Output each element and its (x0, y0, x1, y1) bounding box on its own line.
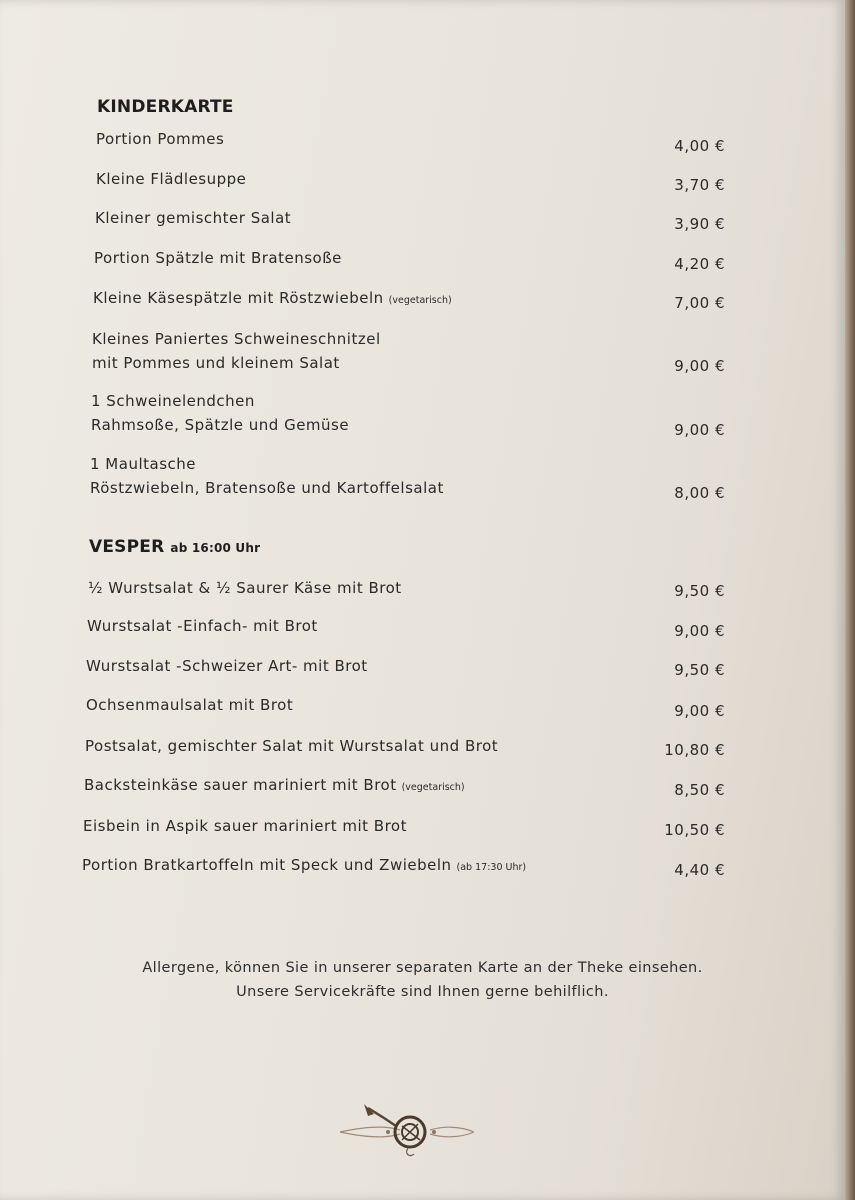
menu-item-postsalat (85, 734, 735, 758)
section-subtitle: ab 16:00 Uhr (170, 541, 261, 555)
menu-item-wurstsalat-schweizer (86, 654, 736, 678)
item-name: Backsteinkäse sauer mariniert mit Brot (84, 776, 397, 794)
item-price: 9,00 € (674, 622, 725, 640)
item-price: 8,00 € (674, 484, 725, 502)
menu-item-schweinelendchen (91, 389, 741, 437)
menu-item-schweineschnitzel (92, 327, 742, 375)
post-horn-icon (338, 1100, 478, 1160)
item-price: 4,40 € (674, 861, 725, 879)
item-price: 8,50 € (674, 781, 725, 799)
menu-item-wurstsalat-einfach (87, 614, 737, 638)
item-note: (ab 17:30 Uhr) (456, 862, 527, 873)
item-name: Postsalat, gemischter Salat mit Wurstsalat und Brot (85, 737, 499, 755)
item-price: 4,20 € (674, 255, 725, 273)
item-price: 9,00 € (674, 702, 725, 720)
menu-item-backsteinkaese (84, 773, 734, 800)
item-name: 1 Schweinelendchen (91, 392, 255, 410)
item-price: 7,00 € (674, 294, 725, 312)
menu-item-bratkartoffeln (82, 853, 732, 880)
item-description: mit Pommes und kleinem Salat (92, 354, 340, 372)
item-name: Portion Bratkartoffeln mit Speck und Zwiebeln (82, 856, 452, 874)
allergen-notice-line1: Allergene, können Sie in unserer separaten Karte an der Theke einsehen. (142, 960, 703, 976)
menu-item-ochsenmaulsalat (86, 693, 736, 717)
item-price: 10,80 € (664, 741, 725, 759)
item-name: Wurstsalat -Schweizer Art- mit Brot (86, 657, 368, 675)
item-price: 3,70 € (674, 176, 725, 194)
item-name: Kleiner gemischter Salat (95, 209, 292, 227)
item-name: Eisbein in Aspik sauer mariniert mit Brot (83, 817, 407, 835)
item-price: 4,00 € (674, 137, 725, 155)
item-name: Ochsenmaulsalat mit Brot (86, 696, 294, 714)
item-name: Portion Pommes (96, 130, 225, 148)
menu-item-maultasche (90, 452, 740, 500)
menu-item-kaesespaetzle (93, 286, 743, 313)
item-name: ½ Wurstsalat & ½ Saurer Käse mit Brot (88, 579, 402, 597)
item-note: (vegetarisch) (388, 295, 452, 306)
allergen-notice-line2: Unsere Servicekräfte sind Ihnen gerne behilflich. (236, 984, 609, 1000)
item-price: 9,00 € (674, 357, 725, 375)
item-name: Kleines Paniertes Schweineschnitzel (92, 330, 381, 348)
section-title-vesper (89, 537, 260, 557)
menu-item-portion-pommes (96, 127, 746, 151)
item-name: 1 Maultasche (90, 455, 196, 473)
item-price: 9,50 € (674, 582, 725, 600)
item-description: Röstzwiebeln, Bratensoße und Kartoffelsalat (90, 479, 444, 497)
item-name: Kleine Flädlesuppe (96, 170, 247, 188)
item-name: Portion Spätzle mit Bratensoße (94, 249, 342, 267)
item-price: 9,50 € (674, 661, 725, 679)
menu-item-gemischter-salat (95, 206, 745, 230)
menu-item-eisbein (83, 814, 733, 838)
menu-item-wurstsalat-kaese (88, 576, 738, 600)
menu-item-spaetzle-bratensosse (94, 246, 744, 270)
menu-item-flaedlesuppe (96, 167, 746, 191)
page-edge (845, 0, 855, 1200)
item-price: 10,50 € (664, 821, 725, 839)
item-price: 3,90 € (674, 215, 725, 233)
section-title-text: VESPER (89, 537, 165, 557)
item-description: Rahmsoße, Spätzle und Gemüse (91, 416, 350, 434)
item-name: Wurstsalat -Einfach- mit Brot (87, 617, 318, 635)
item-note: (vegetarisch) (401, 782, 465, 793)
section-title-kinderkarte: KINDERKARTE (97, 97, 234, 117)
item-price: 9,00 € (674, 421, 725, 439)
item-name: Kleine Käsespätzle mit Röstzwiebeln (93, 289, 384, 307)
allergen-notice (0, 956, 845, 1004)
